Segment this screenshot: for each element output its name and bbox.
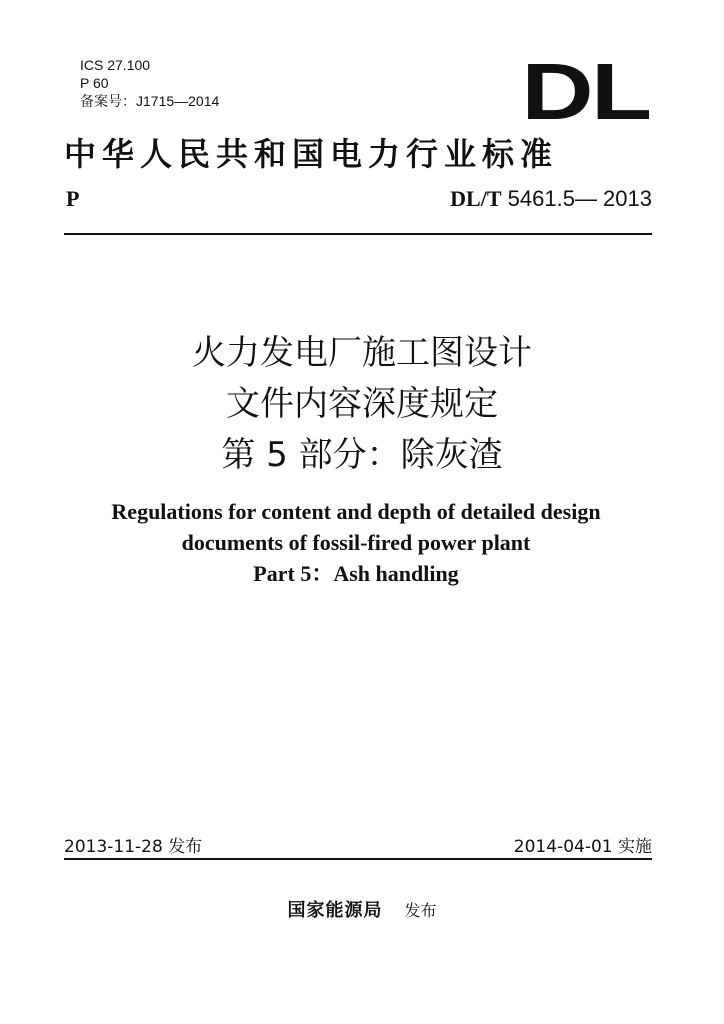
english-title-line-1: Regulations for content and depth of detailed design [111, 499, 601, 524]
classification-codes [80, 56, 219, 110]
chinese-title-line-3: 第 5 部分：除灰渣 [221, 435, 503, 475]
issue-date: 2013-11-28 发布 [64, 837, 203, 857]
standard-category: P [66, 186, 80, 211]
chinese-title-line-2: 文件内容深度规定 [226, 384, 498, 424]
ccs-code: P 60 [80, 75, 109, 91]
chinese-title [0, 328, 724, 481]
dl-logo: DL [521, 47, 650, 136]
issue-action: 发布 [404, 901, 437, 920]
english-title-line-2: documents of fossil-fired power plant [181, 530, 531, 555]
standard-number [450, 186, 652, 212]
effective-date: 2014-04-01 实施 [513, 837, 652, 857]
issuer-line [0, 896, 724, 922]
footer-divider [64, 858, 652, 860]
english-title-line-3: Part 5：Ash handling [253, 561, 459, 586]
standard-number-prefix: DL/T [450, 186, 502, 211]
standard-type-heading: 中华人民共和国电力行业标准 [64, 135, 559, 173]
ics-code: ICS 27.100 [80, 57, 151, 73]
standard-number-value: 5461.5— 2013 [507, 186, 652, 211]
filing-number: 备案号：J1715—2014 [80, 93, 220, 109]
chinese-title-line-1: 火力发电厂施工图设计 [192, 333, 532, 373]
header-divider [64, 233, 652, 235]
english-title [0, 496, 712, 589]
issuing-organization: 国家能源局 [287, 900, 383, 921]
